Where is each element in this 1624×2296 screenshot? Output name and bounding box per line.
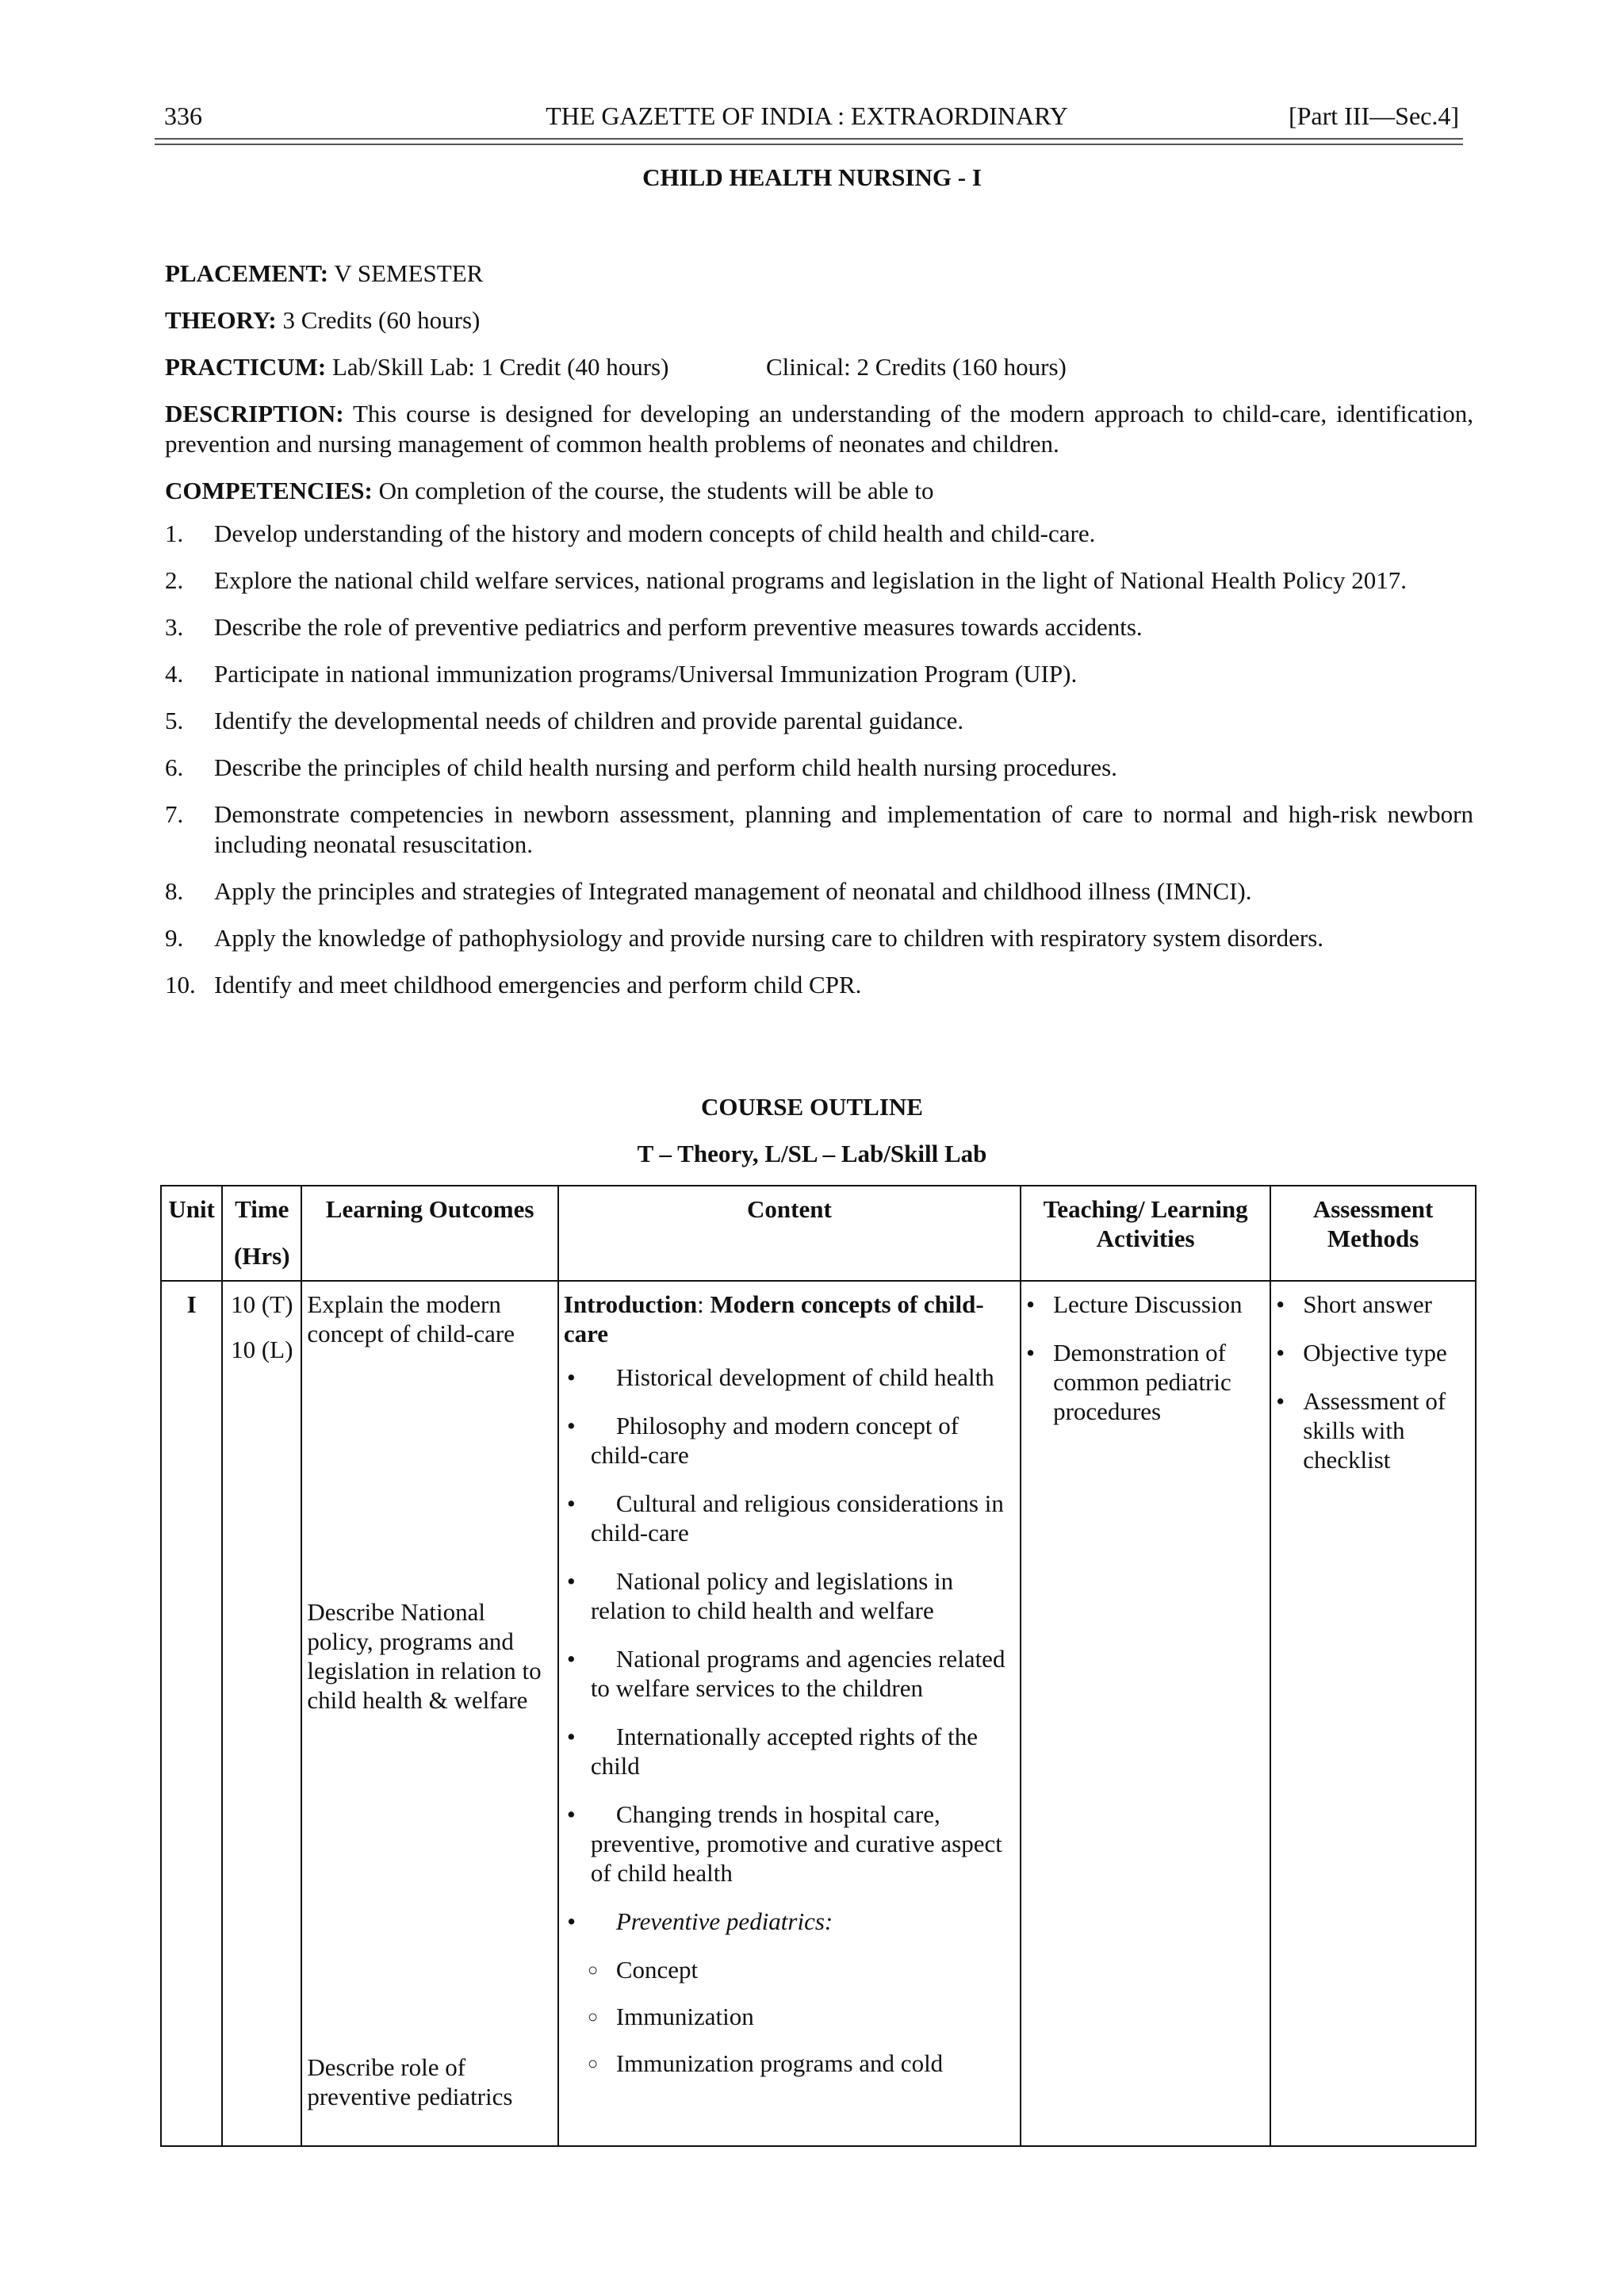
list-item: 2. Explore the national child welfare services, national programs and legislation in the light of National Health Policy 2017. — [165, 566, 1407, 594]
content-cell — [558, 1281, 1021, 2146]
activities-cell — [1021, 1281, 1270, 2146]
assessment-item: • Short answer — [1276, 1290, 1470, 1319]
content-item: • Philosophy and modern concept of child-care — [564, 1411, 1015, 1470]
table-header-row — [161, 1186, 1476, 1281]
competencies-intro: On completion of the course, the students will be able to — [372, 477, 934, 504]
practicum-value: Lab/Skill Lab: 1 Credit (40 hours) — [326, 353, 669, 381]
outcome-item: Describe National policy, programs and legislation in relation to child health & welfare — [307, 1598, 542, 1714]
theory-label: THEORY: — [165, 306, 277, 334]
assessment-item: • Assessment of skills with checklist — [1276, 1386, 1470, 1474]
part-section-label: [Part III—Sec.4] — [1288, 102, 1459, 130]
content-item: • Changing trends in hospital care, preventive, promotive and curative aspect of child health — [564, 1800, 1015, 1888]
placement-label: PLACEMENT: — [165, 259, 329, 287]
activity-item: • Lecture Discussion — [1026, 1290, 1265, 1319]
column-header-content: Content — [558, 1186, 1021, 1281]
column-header-unit: Unit — [161, 1186, 222, 1281]
column-header-activities: Teaching/ Learning Activities — [1021, 1186, 1270, 1281]
practicum-clinical: Clinical: 2 Credits (160 hours) — [766, 353, 1067, 381]
content-item: • Cultural and religious considerations in child-care — [564, 1489, 1015, 1547]
course-outline-table — [160, 1185, 1477, 2147]
competencies-label: COMPETENCIES: — [165, 477, 373, 504]
content-item: • National policy and legislations in relation to child health and welfare — [564, 1566, 1015, 1625]
activity-item: • Demonstration of common pediatric procedures — [1026, 1338, 1265, 1426]
practicum-label: PRACTICUM: — [165, 353, 327, 381]
list-item: 1. Develop understanding of the history and modern concepts of child health and child-care. — [165, 519, 1096, 547]
list-item: 4. Participate in national immunization programs/Universal Immunization Program (UIP). — [165, 660, 1078, 688]
competencies-list — [165, 519, 1473, 1017]
assessment-item: • Objective type — [1276, 1338, 1470, 1367]
column-header-outcomes: Learning Outcomes — [301, 1186, 557, 1281]
content-subitem: ○ Immunization — [564, 2002, 1015, 2031]
competencies-line — [165, 476, 1473, 506]
table-row — [161, 1281, 1476, 2146]
list-item: 3. Describe the role of preventive pediatrics and perform preventive measures towards accidents. — [165, 613, 1143, 641]
header-rule-bottom — [155, 144, 1463, 145]
theory-line — [165, 305, 1473, 335]
description-text: This course is designed for developing an understanding of the modern approach to child-care, identification, prevention and nursing management of common health problems of neonates and children. — [165, 400, 1473, 458]
content-item: • Internationally accepted rights of the child — [564, 1722, 1015, 1780]
unit-cell: I — [161, 1281, 222, 2146]
outcome-item: Describe role of preventive pediatrics — [307, 2053, 513, 2110]
content-item: • Preventive pediatrics: — [564, 1907, 1015, 1936]
content-item: • National programs and agencies related to welfare services to the children — [564, 1644, 1015, 1703]
placement-line — [165, 259, 1473, 289]
page-header — [155, 97, 1459, 135]
list-item: 5. Identify the developmental needs of children and provide parental guidance. — [165, 707, 964, 734]
list-item: 8. Apply the principles and strategies of Integrated management of neonatal and childhood illness (IMNCI). — [165, 877, 1252, 905]
description-label: DESCRIPTION: — [165, 400, 344, 427]
outcome-item: Explain the modern concept of child-care — [307, 1290, 515, 1347]
list-item: 9. Apply the knowledge of pathophysiology and provide nursing care to children with respiratory system disorders. — [165, 924, 1324, 952]
placement-value: V SEMESTER — [328, 259, 484, 287]
list-item: 7. Demonstrate competencies in newborn assessment, planning and implementation of care to normal and high-risk newborn including neonatal resuscitation. — [165, 800, 1473, 858]
practicum-line — [165, 352, 1473, 382]
content-subitem: ○ Concept — [564, 1955, 1015, 1984]
time-cell: 10 (T) 10 (L) — [222, 1281, 301, 2146]
description-paragraph — [165, 399, 1473, 459]
outcomes-cell — [301, 1281, 557, 2146]
course-title: CHILD HEALTH NURSING - I — [642, 163, 982, 191]
course-outline-subtitle: T – Theory, L/SL – Lab/Skill Lab — [637, 1140, 987, 1167]
gazette-title: THE GAZETTE OF INDIA : EXTRAORDINARY — [546, 102, 1068, 130]
assessment-cell — [1270, 1281, 1476, 2146]
theory-value: 3 Credits (60 hours) — [276, 306, 481, 334]
column-header-assessment: Assessment Methods — [1270, 1186, 1476, 1281]
content-heading: Introduction: Modern concepts of child-care — [563, 1290, 984, 1347]
list-item: 10. Identify and meet childhood emergencies and perform child CPR. — [165, 971, 862, 999]
header-rule-top — [155, 138, 1463, 140]
content-subitem: ○ Immunization programs and cold — [564, 2049, 1015, 2078]
list-item: 6. Describe the principles of child health nursing and perform child health nursing procedures. — [165, 753, 1117, 781]
page-number: 336 — [164, 102, 202, 130]
column-header-time: Time (Hrs) — [222, 1186, 301, 1281]
course-outline-title: COURSE OUTLINE — [701, 1093, 923, 1121]
content-item: • Historical development of child health — [564, 1363, 1015, 1392]
